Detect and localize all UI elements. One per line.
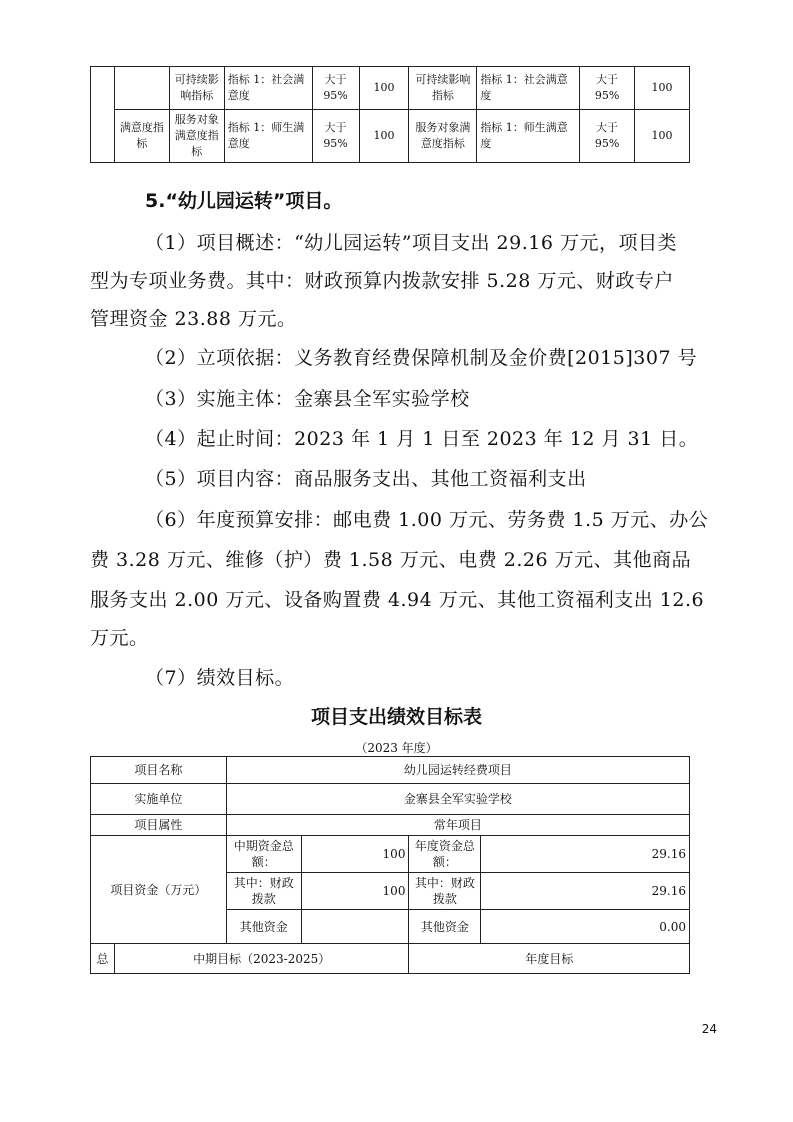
annual-goal-label: 年度目标 — [409, 944, 690, 974]
midterm-total-value: 100 — [301, 836, 409, 873]
year-label: （2023 年度） — [355, 741, 438, 755]
table-cell — [91, 67, 115, 163]
unit-value: 金寨县全军实验学校 — [226, 784, 689, 815]
funds-label: 项目资金（万元） — [91, 836, 227, 944]
annual-other-label: 其他资金 — [409, 910, 481, 944]
table-cell: 指标 1：社会满意度 — [224, 67, 312, 110]
table-cell: 满意度指标 — [114, 110, 169, 163]
table-row — [91, 815, 690, 836]
annual-total-label: 年度资金总额： — [409, 836, 481, 873]
project-name-value: 幼儿园运转经费项目 — [226, 757, 689, 784]
table-cell: 指标 1：师生满意度 — [477, 110, 580, 163]
table-cell: 指标 1：社会满意度 — [477, 67, 580, 110]
table-title: 项目支出绩效目标表 — [310, 706, 482, 728]
table-row — [91, 836, 690, 873]
table-cell: 指标 1：师生满意度 — [224, 110, 312, 163]
table-cell: 可持续影响指标 — [409, 67, 477, 110]
table-cell: 大于 95% — [312, 67, 359, 110]
table-row — [91, 757, 690, 784]
midterm-other-label: 其他资金 — [226, 910, 301, 944]
section-heading: 5.“幼儿园运转”项目。 — [145, 190, 343, 212]
midterm-fiscal-label: 其中：财政拨款 — [226, 873, 301, 910]
total-label: 总 — [91, 944, 115, 974]
attr-label: 项目属性 — [91, 815, 227, 836]
paragraph-budget-line3: 服务支出 2.00 万元、设备购置费 4.94 万元、其他工资福利支出 12.6 — [90, 589, 705, 611]
attr-value: 常年项目 — [226, 815, 689, 836]
paragraph-implementer: （3）实施主体：金寨县全军实验学校 — [145, 388, 470, 410]
project-name-label: 项目名称 — [91, 757, 227, 784]
annual-fiscal-value: 29.16 — [481, 873, 690, 910]
midterm-fiscal-value: 100 — [301, 873, 409, 910]
table-row — [91, 67, 690, 110]
table-cell: 服务对象满意度指标 — [169, 110, 224, 163]
paragraph-content: （5）项目内容：商品服务支出、其他工资福利支出 — [145, 468, 587, 490]
paragraph-budget-line2: 费 3.28 万元、维修（护）费 1.58 万元、电费 2.26 万元、其他商品 — [90, 549, 692, 571]
table-row — [91, 784, 690, 815]
annual-other-value: 0.00 — [481, 910, 690, 944]
table-cell: 100 — [635, 110, 690, 163]
paragraph-budget-line4: 万元。 — [90, 627, 149, 649]
unit-label: 实施单位 — [91, 784, 227, 815]
table-cell: 100 — [359, 67, 409, 110]
midterm-total-label: 中期资金总额： — [226, 836, 301, 873]
annual-total-value: 29.16 — [481, 836, 690, 873]
paragraph-overview-line2: 型为专项业务费。其中：财政预算内拨款安排 5.28 万元、财政专户 — [90, 270, 674, 292]
table-row — [91, 944, 690, 974]
paragraph-budget-line1: （6）年度预算安排：邮电费 1.00 万元、劳务费 1.5 万元、办公 — [145, 509, 709, 531]
table-cell: 100 — [635, 67, 690, 110]
paragraph-overview-line3: 管理资金 23.88 万元。 — [90, 308, 297, 330]
paragraph-period: （4）起止时间：2023 年 1 月 1 日至 2023 年 12 月 31 日。 — [145, 428, 699, 450]
annual-fiscal-label: 其中：财政拨款 — [409, 873, 481, 910]
table-cell: 可持续影响指标 — [169, 67, 224, 110]
table-cell: 大于 95% — [580, 67, 635, 110]
table-cell: 大于 95% — [312, 110, 359, 163]
page-number: 24 — [701, 1022, 717, 1036]
performance-table — [90, 756, 690, 974]
table-cell — [114, 67, 169, 110]
table-cell: 服务对象满意度指标 — [409, 110, 477, 163]
table-cell: 100 — [359, 110, 409, 163]
indicator-table — [90, 66, 690, 163]
paragraph-overview-line1: （1）项目概述：“幼儿园运转”项目支出 29.16 万元，项目类 — [145, 232, 677, 254]
table-row — [91, 110, 690, 163]
table-cell: 大于 95% — [580, 110, 635, 163]
paragraph-goals: （7）绩效目标。 — [145, 667, 295, 689]
paragraph-basis: （2）立项依据：义务教育经费保障机制及金价费[2015]307 号 — [145, 347, 698, 369]
midterm-other-value — [301, 910, 409, 944]
midterm-goal-label: 中期目标（2023-2025） — [114, 944, 408, 974]
